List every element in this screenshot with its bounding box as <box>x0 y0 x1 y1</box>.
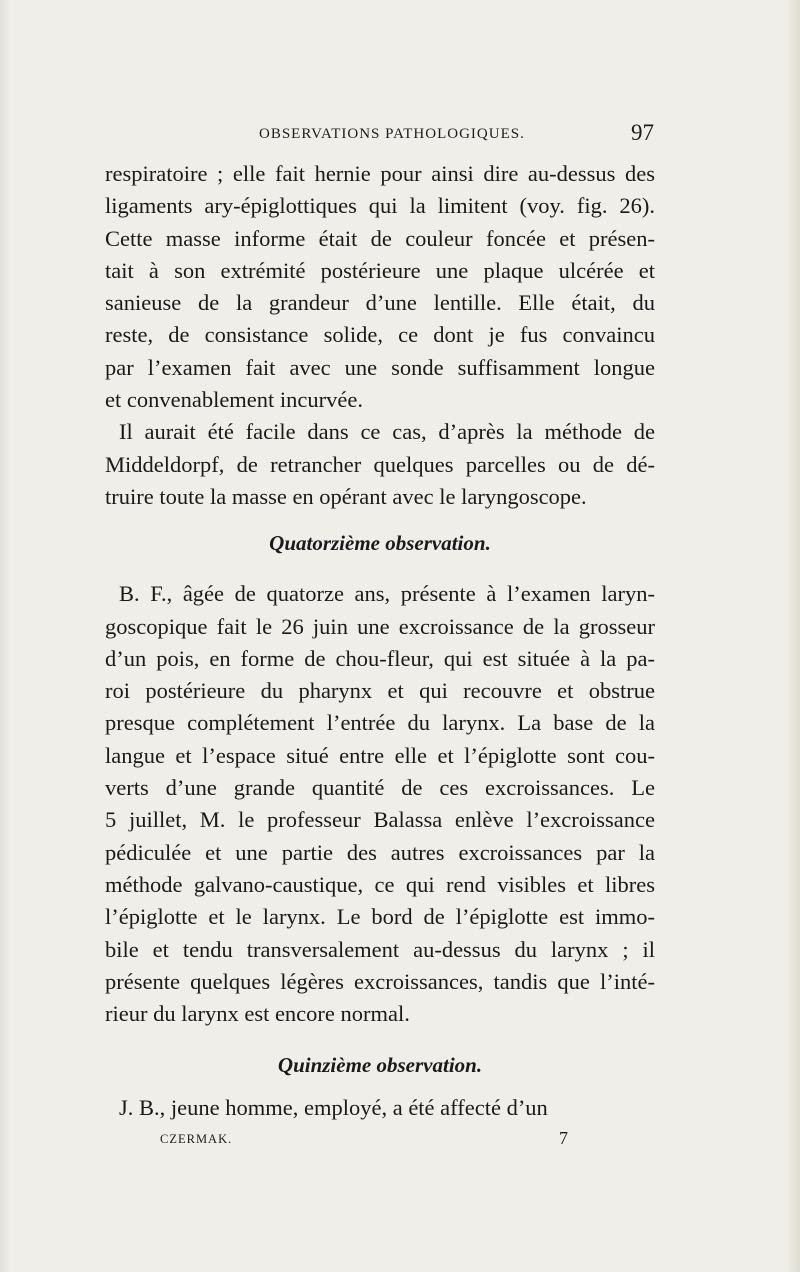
text-line: presque complétement l’entrée du larynx. La base de la <box>105 710 655 736</box>
text-line: 5 juillet, M. le professeur Balassa enlève l’excroissance <box>105 807 655 833</box>
paper-edge-right <box>786 0 800 1272</box>
running-title: OBSERVATIONS PATHOLOGIQUES. <box>259 126 525 142</box>
text-line: tait à son extrémité postérieure une plaque ulcérée et <box>105 257 655 283</box>
text-line: l’épiglotte et le larynx. Le bord de l’épiglotte est immo- <box>105 904 655 930</box>
text-line: par l’examen fait avec une sonde suffisamment longue <box>105 354 655 380</box>
text-line: Middeldorpf, de retrancher quelques parcelles ou de dé- <box>105 451 655 477</box>
text-line: rieur du larynx est encore normal. <box>105 1001 410 1027</box>
text-line: reste, de consistance solide, ce dont je fus convaincu <box>105 322 655 348</box>
text-line: Cette masse informe était de couleur foncée et présen- <box>105 225 655 251</box>
paragraph <box>105 578 655 1030</box>
text-line: verts d’une grande quantité de ces excroissances. Le <box>105 775 655 801</box>
text-line: roi postérieure du pharynx et qui recouvre et obstrue <box>105 678 655 704</box>
paper-edge-left <box>0 0 10 1272</box>
signature-author: CZERMAK. <box>160 1132 233 1146</box>
paragraph <box>105 416 655 513</box>
text-line: ligaments ary-épiglottiques qui la limitent (voy. fig. 26). <box>105 193 655 219</box>
text-line: méthode galvano-caustique, ce qui rend visibles et libres <box>105 871 655 897</box>
text-line: goscopique fait le 26 juin une excroissance de la grosseur <box>105 613 655 639</box>
text-line: langue et l’espace situé entre elle et l’épiglotte sont cou- <box>105 742 655 768</box>
text-line: bile et tendu transversalement au-dessus du larynx ; il <box>105 936 655 962</box>
paragraph <box>105 158 655 416</box>
text-line: d’un pois, en forme de chou-fleur, qui est située à la pa- <box>105 645 655 671</box>
text-line: pédiculée et une partie des autres excroissances par la <box>105 839 655 865</box>
text-line: sanieuse de la grandeur d’une lentille. Elle était, du <box>105 290 655 316</box>
running-head <box>104 120 654 148</box>
signature-mark <box>160 1130 580 1152</box>
paragraph <box>105 1092 655 1124</box>
text-line: présente quelques légères excroissances, tandis que l’inté- <box>105 968 655 994</box>
text-line: et convenablement incurvée. <box>105 387 364 413</box>
body-text <box>105 158 655 1125</box>
section-heading: Quinzième observation. <box>277 1053 483 1078</box>
page-number: 97 <box>631 120 654 145</box>
section-heading: Quatorzième observation. <box>269 531 491 556</box>
text-line: B. F., âgée de quatorze ans, présente à l’examen laryn- <box>119 581 655 607</box>
text-line: Il aurait été facile dans ce cas, d’après la méthode de <box>119 419 655 445</box>
text-line: respiratoire ; elle fait hernie pour ainsi dire au-dessus des <box>105 161 655 186</box>
signature-number: 7 <box>559 1128 568 1148</box>
text-line: truire toute la masse en opérant avec le laryngoscope. <box>105 483 587 509</box>
text-line: J. B., jeune homme, employé, a été affecté d’un <box>119 1095 548 1121</box>
